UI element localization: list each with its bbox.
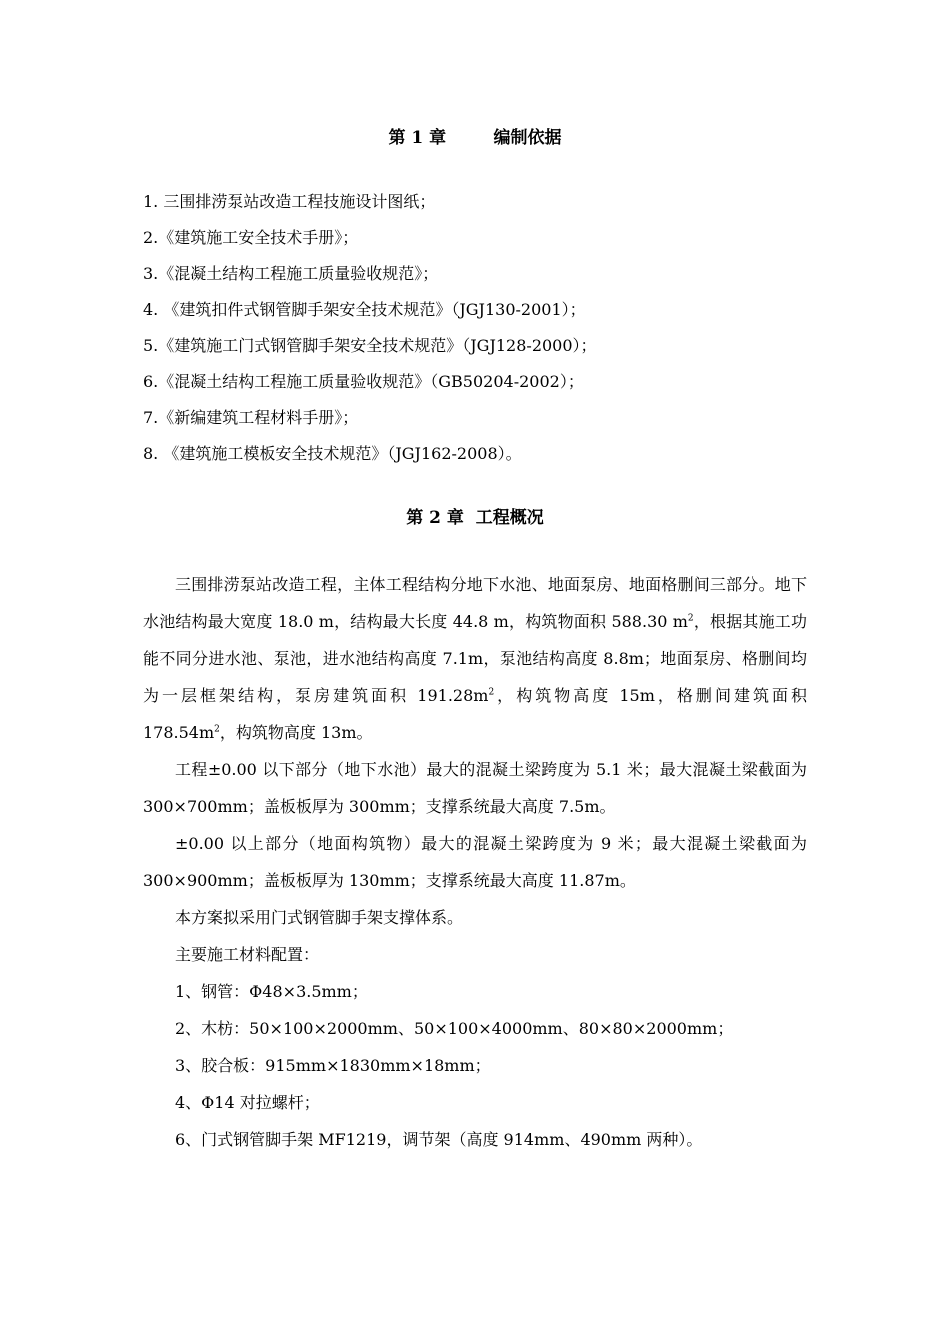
materials-heading: 主要施工材料配置：	[175, 945, 320, 964]
materials-list	[143, 973, 807, 1158]
material-item: 3、胶合板：915mm×1830mm×18mm；	[175, 1056, 491, 1075]
reference-item: 3.《混凝土结构工程施工质量验收规范》；	[143, 264, 439, 283]
reference-item: 6.《混凝土结构工程施工质量验收规范》（GB50204-2002）；	[143, 372, 584, 391]
overview-paragraph	[143, 566, 807, 751]
chapter-1-title: 第 1 章 编制依据	[388, 128, 562, 148]
material-item: 1、钢管：Φ48×3.5mm；	[175, 982, 368, 1001]
reference-item: 5.《建筑施工门式钢管脚手架安全技术规范》（JGJ128-2000）；	[143, 336, 597, 355]
reference-item: 8. 《建筑施工模板安全技术规范》（JGJ162-2008）。	[143, 444, 522, 463]
scheme-paragraph: 本方案拟采用门式钢管脚手架支撑体系。	[175, 908, 464, 927]
superscript: 2	[488, 687, 495, 698]
reference-item: 7.《新编建筑工程材料手册》；	[143, 408, 359, 427]
chapter-2-body	[143, 566, 807, 1158]
above-ground-paragraph: ±0.00 以上部分（地面构筑物）最大的混凝土梁跨度为 9 米；最大混凝土梁截面为 300×900mm；盖板板厚为 130mm；支撑系统最大高度 11.87m。	[143, 834, 807, 890]
overview-text-2: ，根据其施工功能不同分进水池、泵池，进水池结构高度 7.1m，泵池结构高度 8.8m；地面泵房、格删间均为一层框架结构，泵房建筑面积 191.28m	[143, 612, 807, 705]
reference-item: 1. 三围排涝泵站改造工程技施设计图纸；	[143, 192, 436, 211]
material-item: 2、木枋：50×100×2000mm、50×100×4000mm、80×80×2000mm；	[175, 1019, 734, 1038]
superscript: 2	[687, 613, 694, 624]
overview-text-1: 三围排涝泵站改造工程，主体工程结构分地下水池、地面泵房、地面格删间三部分。地下水池结构最大宽度 18.0 m，结构最大长度 44.8 m，构筑物面积 588.30 m	[143, 575, 807, 631]
reference-item: 2.《建筑施工安全技术手册》；	[143, 228, 359, 247]
overview-text-4: ，构筑物高度 13m。	[219, 723, 373, 742]
below-ground-paragraph: 工程±0.00 以下部分（地下水池）最大的混凝土梁跨度为 5.1 米；最大混凝土梁截面为 300×700mm；盖板板厚为 300mm；支撑系统最大高度 7.5m。	[143, 760, 807, 816]
overview-text-3: ，构筑物高度 15m，格删间建筑面积 178.54m	[143, 686, 807, 742]
reference-item: 4. 《建筑扣件式钢管脚手架安全技术规范》（JGJ130-2001）；	[143, 300, 586, 319]
reference-list	[143, 190, 823, 478]
material-item: 4、Φ14 对拉螺杆；	[175, 1093, 320, 1112]
chapter-2-title: 第 2 章 工程概况	[406, 508, 544, 528]
material-item: 6、门式钢管脚手架 MF1219，调节架（高度 914mm、490mm 两种）。	[175, 1130, 703, 1149]
superscript: 2	[214, 724, 220, 735]
